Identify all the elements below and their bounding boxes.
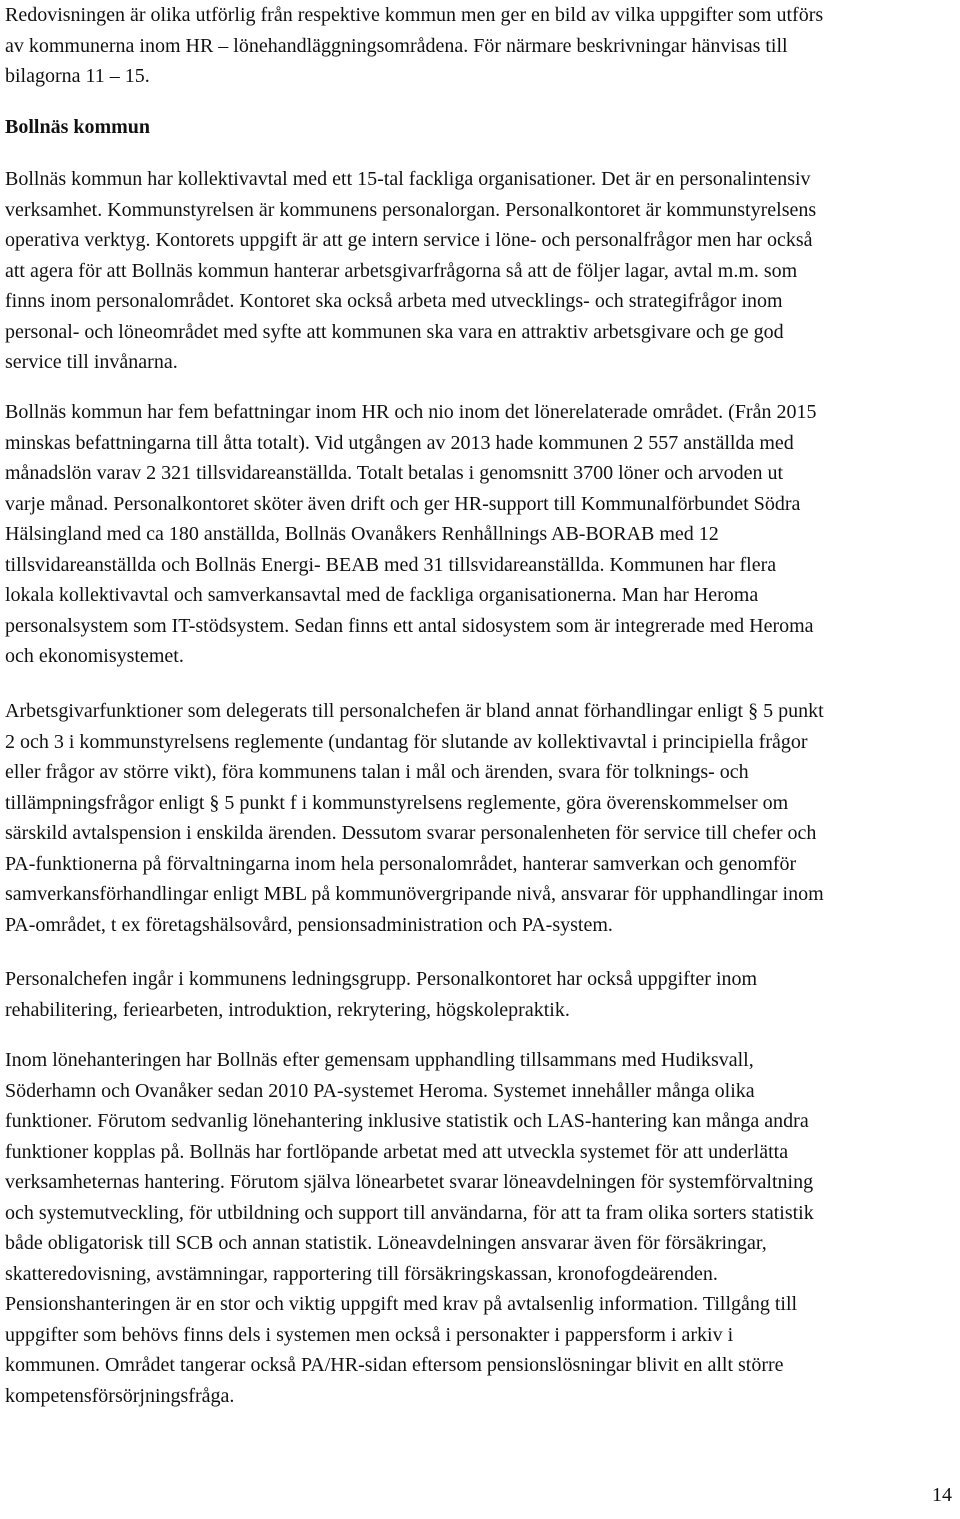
text-line: personal- och löneområdet med syfte att kommunen ska vara en attraktiv arbetsgivare och ge god (5, 320, 784, 343)
intro-paragraph (5, 0, 955, 92)
page-number: 14 (932, 1484, 952, 1506)
text-line: tillämpningsfrågor enligt § 5 punkt f i kommunstyrelsens reglemente, göra överenskommelser om (5, 791, 789, 814)
text-line: Personalchefen ingår i kommunens ledningsgrupp. Personalkontoret har också uppgifter inom (5, 968, 758, 990)
text-line: verksamheternas hantering. Förutom själva lönearbetet svarar löneavdelningen för systemförvaltning (5, 1171, 814, 1193)
text-line: operativa verktyg. Kontorets uppgift är att ge intern service i löne- och personalfrågor men har också (5, 229, 813, 251)
text-line: Inom lönehanteringen har Bollnäs efter gemensam upphandling tillsammans med Hudiksvall, (5, 1049, 754, 1071)
paragraph-employer-functions (5, 696, 955, 940)
text-line: PA-funktionerna på förvaltningarna inom hela personalområdet, hanterar samverkan och genomför (5, 852, 797, 875)
text-line: eller frågor av större vikt), föra kommunens talan i mål och ärenden, svara för tolknings- och (5, 761, 749, 783)
text-line: Redovisningen är olika utförlig från respektive kommun men ger en bild av vilka uppgifter som utförs (5, 4, 824, 26)
text-line: både obligatorisk till SCB och annan statistik. Löneavdelningen ansvarar även för försäkringar, (5, 1232, 767, 1254)
text-line: bilagorna 11 – 15. (5, 65, 150, 87)
text-line: och ekonomisystemet. (5, 645, 184, 667)
text-line: Söderhamn och Ovanåker sedan 2010 PA-systemet Heroma. Systemet innehåller många olika (5, 1079, 755, 1102)
text-line: personalsystem som IT-stödsystem. Sedan finns ett antal sidosystem som är integrerade med Heroma (5, 614, 814, 637)
text-line: service till invånarna. (5, 351, 178, 373)
text-line: särskild avtalspension i enskilda ärenden. Dessutom svarar personalenheten för service till chefer och (5, 822, 817, 844)
paragraph-organisation (5, 164, 955, 378)
paragraph-staffing (5, 397, 955, 672)
text-line: samverkansförhandlingar enligt MBL på kommunövergripande nivå, ansvarar för upphandlingar inom (5, 883, 824, 905)
text-line: finns inom personalområdet. Kontoret ska också arbeta med utvecklings- och strategifrågor inom (5, 290, 783, 312)
text-line: funktioner kopplas på. Bollnäs har fortlöpande arbetat med att utveckla systemet för att underlätta (5, 1140, 789, 1163)
paragraph-payroll (5, 1045, 955, 1411)
text-line: och systemutveckling, för utbildning och support till användarna, för att ta fram olika sorters statistik (5, 1201, 814, 1224)
text-line: kompetensförsörjningsfråga. (5, 1384, 235, 1407)
text-line: kommunen. Området tangerar också PA/HR-sidan eftersom pensionslösningar blivit en allt större (5, 1354, 784, 1376)
text-line: rehabilitering, feriearbeten, introduktion, rekrytering, högskolepraktik. (5, 998, 570, 1021)
section-heading: Bollnäs kommun (5, 116, 151, 138)
text-line: skatteredovisning, avstämningar, rapportering till försäkringskassan, kronofogdeärenden. (5, 1262, 718, 1285)
text-line: Bollnäs kommun har kollektivavtal med ett 15-tal fackliga organisationer. Det är en personalintensiv (5, 168, 811, 190)
text-line: Pensionshanteringen är en stor och viktig uppgift med krav på avtalsenlig information. Tillgång till (5, 1293, 798, 1315)
text-line: uppgifter som behövs finns dels i systemen men också i personakter i pappersform i arkiv i (5, 1323, 734, 1346)
text-line: tillsvidareanställda och Bollnäs Energi- BEAB med 31 tillsvidareanställda. Kommunen har flera (5, 553, 777, 576)
text-line: Arbetsgivarfunktioner som delegerats till personalchefen är bland annat förhandlingar enligt § 5 punkt (5, 700, 824, 722)
text-line: minskas befattningarna till åtta totalt). Vid utgången av 2013 hade kommunen 2 557 anställda med (5, 431, 794, 454)
paragraph-management (5, 964, 955, 1025)
text-line: lokala kollektivavtal och samverkansavtal med de fackliga organisationerna. Man har Heroma (5, 584, 759, 606)
text-line: varje månad. Personalkontoret sköter även drift och ger HR-support till Kommunalförbundet Södra (5, 492, 801, 515)
text-line: PA-området, t ex företagshälsovård, pensionsadministration och PA-system. (5, 913, 613, 936)
text-line: funktioner. Förutom sedvanlig lönehantering inklusive statistik och LAS-hantering kan många andra (5, 1110, 809, 1132)
text-line: månadslön varav 2 321 tillsvidareanställda. Totalt betalas i genomsnitt 3700 löner och arvoden ut (5, 462, 784, 484)
text-line: av kommunerna inom HR – lönehandläggningsområdena. För närmare beskrivningar hänvisas till (5, 34, 788, 57)
text-line: verksamhet. Kommunstyrelsen är kommunens personalorgan. Personalkontoret är kommunstyrelsens (5, 198, 817, 221)
text-line: Hälsingland med ca 180 anställda, Bollnäs Ovanåkers Renhållnings AB-BORAB med 12 (5, 523, 719, 545)
text-line: Bollnäs kommun har fem befattningar inom HR och nio inom det lönerelaterade området. (Från 2015 (5, 401, 817, 423)
text-line: att agera för att Bollnäs kommun hanterar arbetsgivarfrågorna så att de följer lagar, avtal m.m. som (5, 259, 798, 282)
text-line: 2 och 3 i kommunstyrelsens reglemente (undantag för slutande av kollektivavtal i principiella frågor (5, 730, 808, 753)
